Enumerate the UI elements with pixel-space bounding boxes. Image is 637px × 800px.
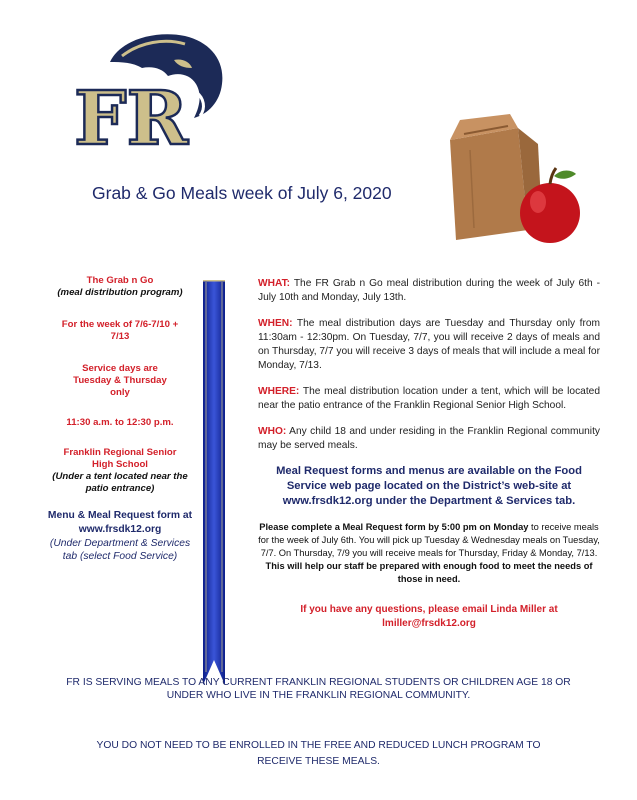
location: Franklin Regional Senior High School — [63, 447, 177, 470]
service-days: Service days are Tuesday & Thursday only — [73, 363, 167, 398]
forms-note: Meal Request forms and menus are available on the Food Service web page located on the District’s web-site at www.frsdk12.org under the Department & Services tab. — [276, 465, 582, 507]
when-paragraph: WHEN: The meal distribution days are Tuesday and Thursday only from 11:30am - 12:30pm. On Tuesday, 7/7, you will receive 2 days of meals and on Thursday, 7/7 you will receive 3 days of meals that will include a meal for Monday, 7/13. — [258, 318, 600, 371]
questions-line: If you have any questions, please email Linda Miller at — [300, 604, 558, 615]
what-paragraph: WHAT: The FR Grab n Go meal distribution during the week of July 6th - July 10th and Monday, July 13th. — [258, 278, 600, 303]
menu-note: (Under Department & Services tab (select Food Service) — [49, 538, 191, 562]
eligibility-statement: FR IS SERVING MEALS TO ANY CURRENT FRANKLIN REGIONAL STUDENTS OR CHILDREN AGE 18 OR UNDER WHO LIVE IN THE FRANKLIN REGIONAL COMMUNITY. — [66, 677, 571, 701]
details-column — [258, 277, 600, 631]
lunch-bag-apple-illustration — [430, 110, 590, 250]
request-paragraph: Please complete a Meal Request form by 5:00 pm on Monday to receive meals for the week of July 6th. You will pick up Tuesday & Wednesday meals on Tuesday, 7/7. On Thursday, 7/9 you will receive meals for Thursday, Friday & Monday, 7/13. This will help our staff be prepared with enough food to meet the needs of those in need. — [258, 522, 600, 584]
where-label: WHERE: — [258, 386, 300, 397]
who-label: WHO: — [258, 426, 287, 437]
website-link[interactable]: www.frsdk12.org — [78, 524, 162, 535]
blue-ribbon-divider — [203, 280, 225, 685]
fr-panther-logo — [70, 22, 230, 152]
page-title: Grab & Go Meals week of July 6, 2020 — [92, 183, 392, 203]
what-label: WHAT: — [258, 278, 291, 289]
svg-text:FR: FR — [74, 76, 189, 152]
who-paragraph: WHO: Any child 18 and under residing in the Franklin Regional community may be served meals. — [258, 426, 600, 451]
program-subtitle: (meal distribution program) — [57, 287, 183, 298]
enrollment-statement: YOU DO NOT NEED TO BE ENROLLED IN THE FREE AND REDUCED LUNCH PROGRAM TO RECEIVE THESE MEALS. — [96, 740, 541, 767]
paper-bag-icon — [450, 128, 528, 240]
contact-email[interactable]: lmiller@frsdk12.org — [382, 618, 476, 629]
menu-line: Menu & Meal Request form at — [47, 510, 193, 521]
when-label: WHEN: — [258, 318, 293, 329]
where-paragraph: WHERE: The meal distribution location under a tent, which will be located near the patio entrance of the Franklin Regional Senior High School. — [258, 386, 600, 411]
program-title: The Grab n Go — [86, 275, 154, 286]
apple-icon — [520, 183, 580, 243]
week-range: For the week of 7/6-7/10 + 7/13 — [61, 319, 179, 342]
service-time: 11:30 a.m. to 12:30 p.m. — [66, 417, 174, 428]
left-summary-column — [40, 275, 200, 563]
location-note: (Under a tent located near the patio entrance) — [52, 471, 188, 494]
